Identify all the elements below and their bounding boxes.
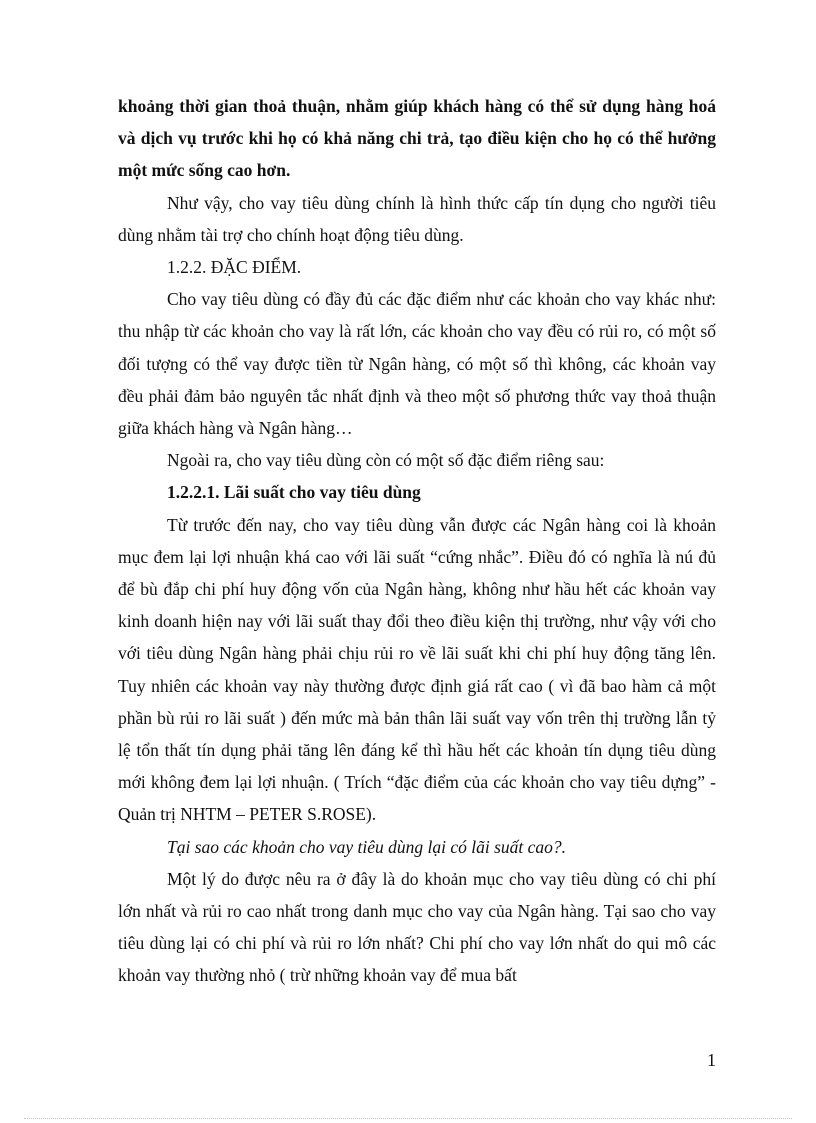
footer-divider [24, 1118, 792, 1119]
paragraph-reason: Một lý do được nêu ra ở đây là do khoản mục cho vay tiêu dùng có chi phí lớn nhất và rủi ro cao nhất trong danh mục cho vay của Ngân hàng. Tại sao cho vay tiêu dùng lại có chi phí và rủi ro lớn nhất? Chi phí cho vay lớn nhất do qui mô các khoản vay thường nhỏ ( trừ những khoản vay để mua bất [118, 868, 716, 986]
paragraph-continuation: khoảng thời gian thoả thuận, nhằm giúp khách hàng có thể sử dụng hàng hoá và dịch vụ trước khi họ có khả năng chi trả, tạo điều kiện cho họ có thể hưởng một mức sống cao hơn. [118, 96, 716, 181]
paragraph-interest-rate: Từ trước đến nay, cho vay tiêu dùng vẫn được các Ngân hàng coi là khoản mục đem lại lợi nhuận khá cao với lãi suất “cứng nhắc”. Điều đó có nghĩa là nú đủ để bù đắp chi phí huy động vốn của Ngân hàng, không như hầu hết các khoản vay kinh doanh hiện nay với lãi suất thay đổi theo điều kiện thị trường, như vậy với cho với tiêu dùng Ngân hàng phải chịu rủi ro về lãi suất khi chi phí huy động tăng lên. Tuy nhiên các khoản vay này thường được định giá rất cao ( vì đã bao hàm cả một phần bù rủi ro lãi suất ) đến mức mà bản thân lãi suất vay vốn trên thị trường lẫn tỷ lệ tổn thất tín dụng phải tăng lên đáng kể thì hầu hết các khoản tín dụng tiêu dùng mới không đem lại lợi nhuận. ( Trích “đặc điểm của các khoản cho vay tiêu dựng” - Quản trị NHTM – PETER S.ROSE). [118, 514, 716, 825]
body-text [118, 90, 716, 992]
section-heading-1-2-2-1: 1.2.2.1. Lãi suất cho vay tiêu dùng [167, 482, 421, 503]
paragraph-specific-features-intro: Ngoài ra, cho vay tiêu dùng còn có một số đặc điểm riêng sau: [167, 450, 605, 471]
section-heading-1-2-2: 1.2.2. ĐẶC ĐIỂM. [167, 257, 302, 278]
paragraph-definition-summary: Như vậy, cho vay tiêu dùng chính là hình thức cấp tín dụng cho người tiêu dùng nhằm tài trợ cho chính hoạt động tiêu dùng. [118, 192, 716, 245]
paragraph-question: Tại sao các khoản cho vay tiêu dùng lại có lãi suất cao?. [167, 836, 567, 857]
page-number: 1 [707, 1050, 716, 1070]
paragraph-general-features: Cho vay tiêu dùng có đầy đủ các đặc điểm như các khoản cho vay khác như: thu nhập từ các khoản cho vay là rất lớn, các khoản cho vay đều có rủi ro, có một số đối tượng có thể vay được tiền từ Ngân hàng, có một số thì không, các khoản vay đều phải đảm bảo nguyên tắc nhất định và theo một số phương thức vay thoả thuận giữa khách hàng và Ngân hàng… [118, 289, 716, 439]
